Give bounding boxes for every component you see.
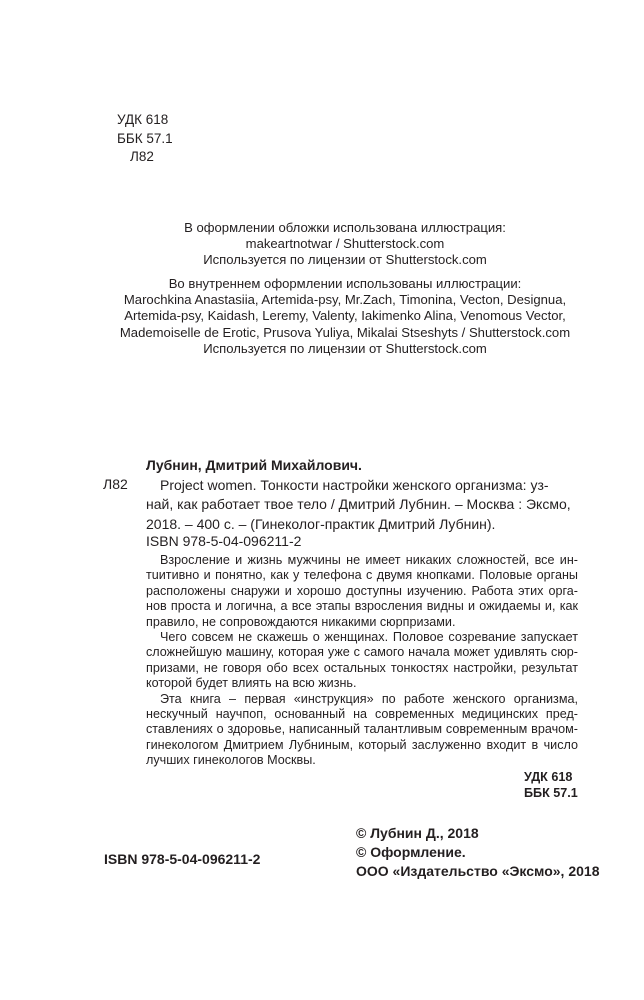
abstract-line: которой будет влиять на всю жизнь.	[146, 676, 357, 691]
bib-line: Project women. Тонкости настройки женского организма: уз-	[160, 477, 549, 493]
bib-author-mark: Л82	[103, 476, 128, 492]
bbk-code: ББК 57.1	[524, 785, 578, 800]
isbn-bottom: ISBN 978-5-04-096211-2	[104, 851, 261, 867]
classification-codes-bottom	[524, 770, 578, 801]
bbk-code: ББК 57.1	[117, 130, 173, 146]
isbn-inline: ISBN 978-5-04-096211-2	[146, 533, 302, 549]
abstract-line: нов проста и логична, а все этапы взросления видны и ожидаемы и, как	[146, 599, 578, 614]
abstract-line: сложнейшую машину, которая уже с самого начала может удивлять сюр-	[146, 645, 578, 660]
credit-line: В оформлении обложки использована иллюстрация:	[184, 220, 506, 235]
copyright-line: ООО «Издательство «Эксмо», 2018	[356, 862, 600, 879]
abstract-line: расположены снаружи и хорошо доступны изучению. Работа этих орга-	[146, 583, 578, 598]
author-mark: Л82	[130, 149, 154, 164]
abstract-line: лучших гинекологов Москвы.	[146, 753, 316, 768]
bib-line: най, как работает твое тело / Дмитрий Лубнин. – Москва : Эксмо,	[146, 496, 571, 513]
udk-code: УДК 618	[117, 112, 169, 127]
classification-codes	[117, 111, 173, 167]
credit-line: Используется по лицензии от Shutterstock.com	[203, 252, 487, 268]
credit-line: Artemida-psy, Kaidash, Leremy, Valenty, Iakimenko Alina, Venomous Vector,	[124, 308, 566, 324]
abstract-line: гинекологом Дмитрием Лубниным, который заслуженно входит в число	[146, 737, 578, 752]
credit-line: Во внутреннем оформлении использованы иллюстрации:	[168, 276, 522, 291]
abstract-line: нескучный научпоп, основанный на современных медицинских пред-	[146, 707, 578, 722]
abstract-line: правило, не сопровождаются никакими сюрпризами.	[146, 614, 456, 629]
cover-illustration-credits	[100, 220, 590, 269]
abstract-line: ставлениях о здоровье, написанный талантливым современным врачом-	[146, 722, 578, 737]
udk-code: УДК 618	[524, 770, 573, 784]
credit-line: Mademoiselle de Erotic, Prusova Yuliya, Mikalai Stseshyts / Shutterstock.com	[119, 324, 571, 340]
author-heading: Лубнин, Дмитрий Михайлович.	[146, 457, 362, 473]
abstract-line: призами, не говоря обо всех остальных тонкостях настройки, результат	[146, 660, 578, 675]
credit-line: Marochkina Anastasiia, Artemida-psy, Mr.Zach, Timonina, Vecton, Designua,	[123, 292, 567, 308]
abstract-line: Чего совсем не скажешь о женщинах. Половое созревание запускает	[160, 630, 578, 645]
inner-illustration-credits	[100, 276, 590, 357]
copyright-block	[356, 824, 599, 880]
copyright-line: © Оформление.	[356, 843, 466, 860]
copyright-line: © Лубнин Д., 2018	[356, 825, 479, 841]
abstract	[146, 553, 578, 769]
credit-line: makeartnotwar / Shutterstock.com	[245, 236, 445, 252]
bibliographic-description	[146, 476, 578, 534]
bib-line: 2018. – 400 с. – (Гинеколог-практик Дмитрий Лубнин).	[146, 515, 496, 532]
abstract-line: Эта книга – первая «инструкция» по работе женского организма,	[160, 691, 578, 706]
credit-line: Используется по лицензии от Shutterstock.com	[203, 340, 487, 356]
abstract-line: Взросление и жизнь мужчины не имеет никаких сложностей, все ин-	[160, 553, 578, 567]
abstract-line: тuитивно и понятно, как у телефона с двумя кнопками. Половые органы	[146, 568, 578, 583]
